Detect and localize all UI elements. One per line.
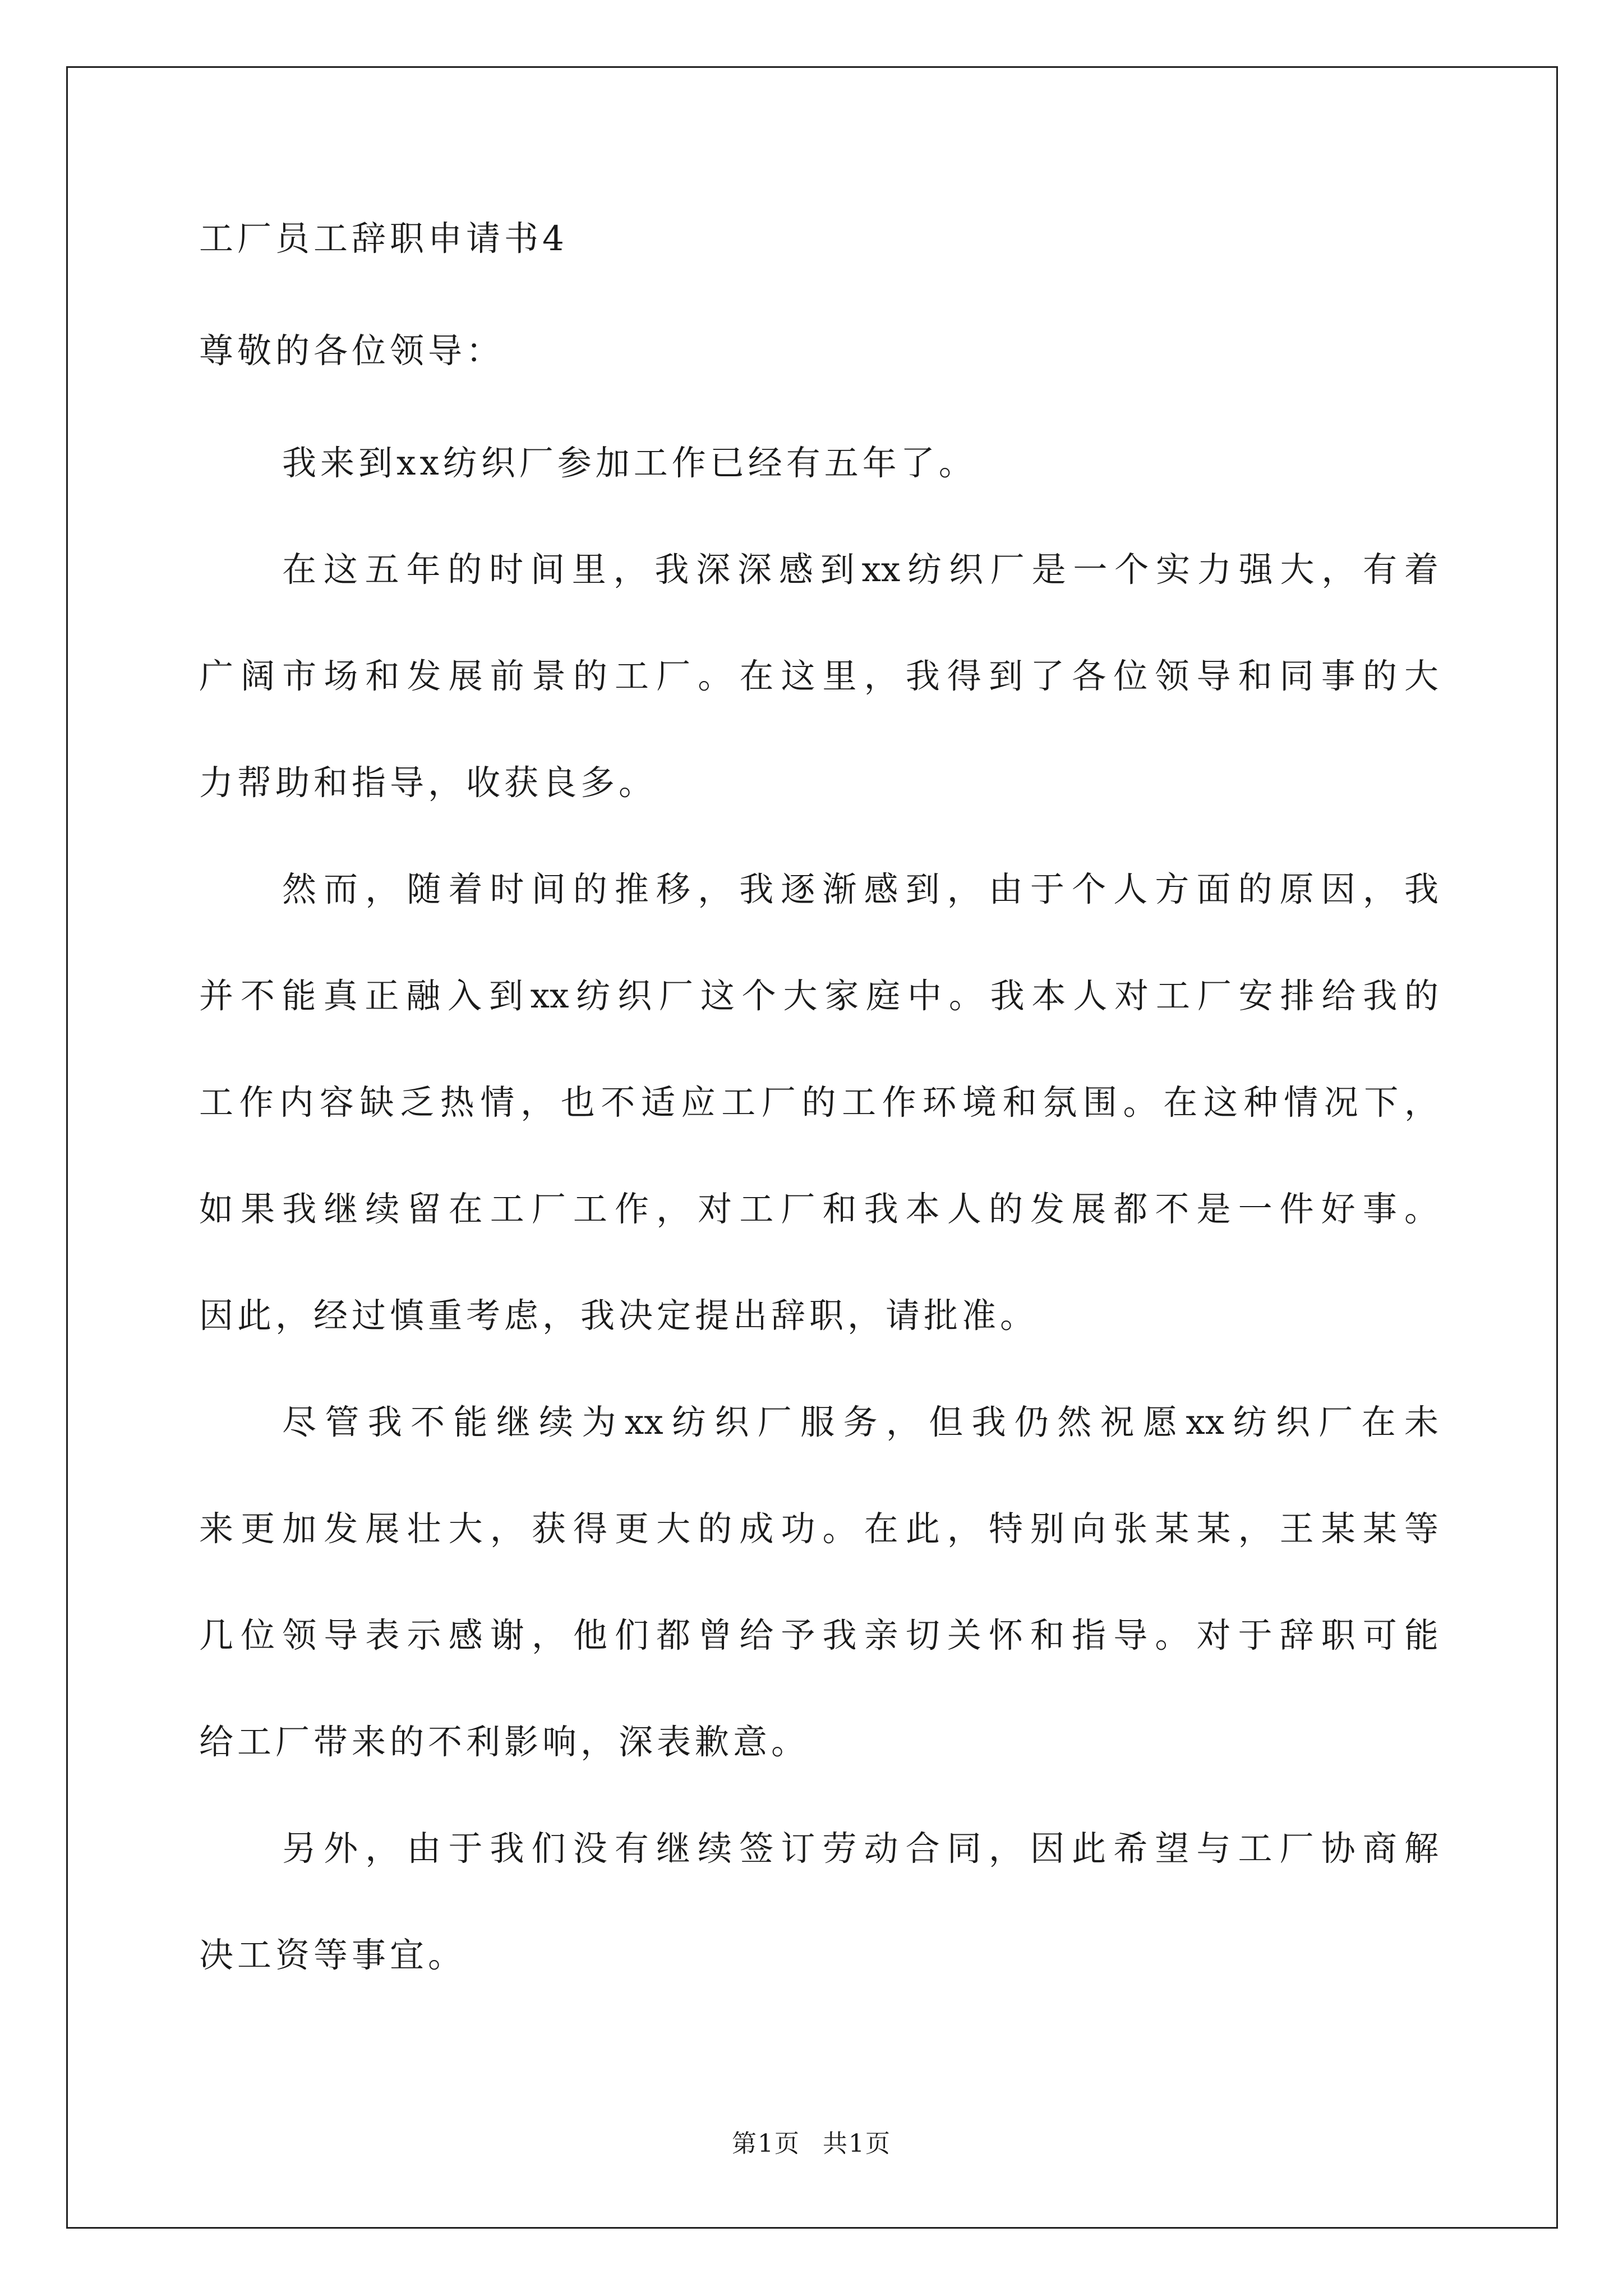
paragraph-line: 工作内容缺乏热情，也不适应工厂的工作环境和氛围。在这种情况下， [199,1083,1438,1122]
paragraph-line: 尽管我不能继续为xx纺织厂服务，但我仍然祝愿xx纺织厂在未 [282,1402,1438,1442]
paragraph-line: 如果我继续留在工厂工作，对工厂和我本人的发展都不是一件好事。 [199,1189,1438,1229]
paragraph-line: 另外，由于我们没有继续签订劳动合同，因此希望与工厂协商解 [282,1829,1438,1869]
salutation: 尊敬的各位领导： [199,331,505,371]
page-number: 第1页 [732,2129,800,2158]
paragraph-line: 我来到xx纺织厂参加工作已经有五年了。 [282,443,977,483]
paragraph-line: 力帮助和指导，收获良多。 [199,763,657,803]
paragraph-line: 广阔市场和发展前景的工厂。在这里，我得到了各位领导和同事的大 [199,656,1438,696]
paragraph-line: 给工厂带来的不利影响，深表歉意。 [199,1722,810,1762]
paragraph-line: 因此，经过慎重考虑，我决定提出辞职，请批准。 [199,1296,1039,1336]
paragraph-line: 来更加发展壮大，获得更大的成功。在此，特别向张某某，王某某等 [199,1509,1438,1549]
paragraph-line: 然而，随着时间的推移，我逐渐感到，由于个人方面的原因，我 [282,869,1438,909]
page-footer [0,2129,1623,2158]
paragraph-line: 在这五年的时间里，我深深感到xx纺织厂是一个实力强大，有着 [282,550,1438,590]
page-total: 共1页 [823,2129,891,2158]
paragraph-line: 决工资等事宜。 [199,1935,467,1975]
paragraph-line: 并不能真正融入到xx纺织厂这个大家庭中。我本人对工厂安排给我的 [199,976,1438,1016]
document-title: 工厂员工辞职申请书4 [199,219,568,259]
paragraph-line: 几位领导表示感谢，他们都曾给予我亲切关怀和指导。对于辞职可能 [199,1616,1438,1655]
page-border [66,66,1558,2229]
